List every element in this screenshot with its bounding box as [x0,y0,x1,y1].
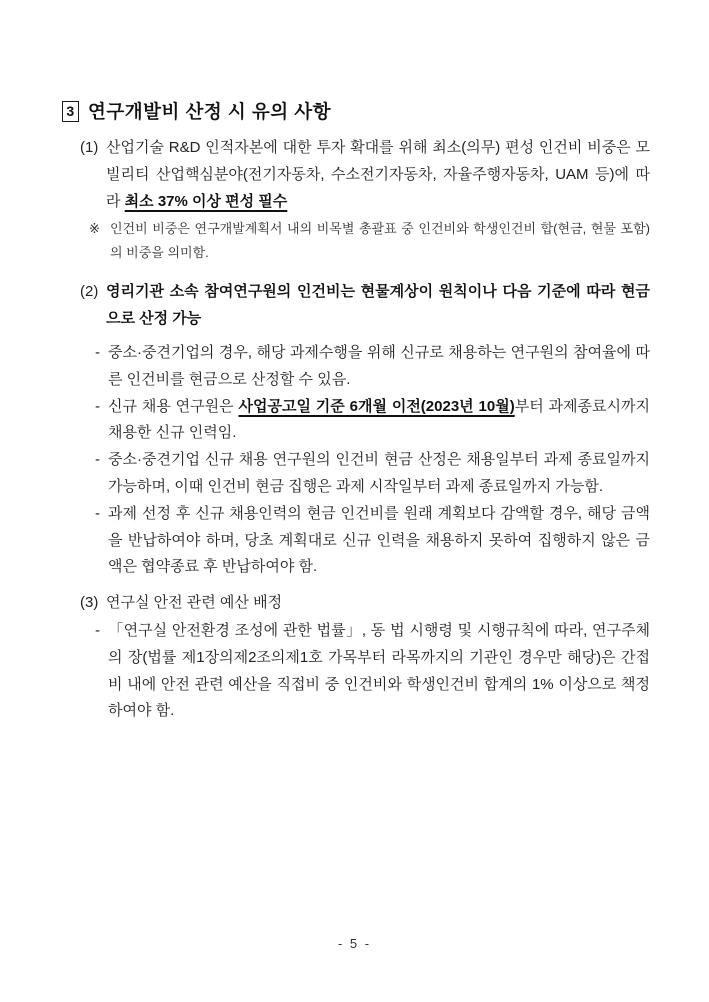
dash-bullet: - [95,397,100,415]
paragraph-3 [62,590,650,617]
paragraph-2 [62,279,650,333]
section-number-box: 3 [62,101,79,122]
list-item [62,447,650,501]
list-item-text-after: 부터 과제종료시까지 채용한 신규 인력임. [108,397,650,442]
reference-mark: ※ [89,221,100,237]
reference-note-text: 인건비 비중은 연구개발계획서 내의 비목별 총괄표 중 인건비와 학생인건비 합(현금, 현물 포함)의 비중을 의미함. [110,221,650,261]
paragraph-2-title: 영리기관 소속 참여연구원의 인건비는 현물계상이 원칙이나 다음 기준에 따라 현금으로 산정 가능 [106,283,650,328]
page-number: - 5 - [337,936,372,951]
list-item [62,394,650,448]
list-item-text: 중소·중견기업의 경우, 해당 과제수행을 위해 신규로 채용하는 연구원의 참여율에 따른 인건비를 현금으로 산정할 수 있음. [108,343,650,388]
paragraph-1-body: 산업기술 R&D 인적자본에 대한 투자 확대를 위해 최소(의무) 편성 인건비 비중은 모빌리티 산업핵심분야(전기자동차, 수소전기자동차, 자율주행자동차, UAM 등)에 따라 [106,139,650,210]
dash-bullet: - [95,343,100,361]
dash-bullet: - [95,451,100,469]
document-body [62,98,650,725]
reference-note [62,217,650,265]
paragraph-1-label: (1) [80,139,99,156]
list-item-text: 과제 선정 후 신규 채용인력의 현금 인건비를 원래 계획보다 감액할 경우, 해당 금액을 반납하여야 하며, 당초 계획대로 신규 인력을 채용하지 못하여 집행하지 않은 금액은 협약종료 후 반납하여야 함. [108,504,650,576]
page-title-text: 연구개발비 산정 시 유의 사항 [88,101,332,122]
emphasis-min-37-percent: 최소 37% 이상 편성 필수 [124,192,288,210]
list-item [62,340,650,394]
list-item-text-before: 신규 채용 연구원은 [108,397,239,415]
emphasis-announcement-date: 사업공고일 기준 6개월 이전(2023년 10월) [238,397,515,415]
list-item-text: 「연구실 안전환경 조성에 관한 법률」, 동 법 시행령 및 시행규칙에 따라, 연구주체의 장(법률 제1장의제2조의제1호 가목부터 라목까지의 기관인 경우만 해당)은 간접비 내에 안전 관련 예산을 직접비 중 인건비와 학생인건비 합계의 1% 이상으로 책정하여야 함. [108,621,650,720]
paragraph-3-label: (3) [80,594,99,612]
list-item-text: 중소·중견기업 신규 채용 연구원의 인건비 현금 산정은 채용일부터 과제 종료일까지 가능하며, 이때 인건비 현금 집행은 과제 시작일부터 과제 종료일까지 가능함. [108,451,650,495]
dash-bullet: - [95,621,100,639]
paragraph-3-title: 연구실 안전 관련 예산 배정 [106,594,283,612]
paragraph-1-text [106,135,650,215]
list-item [62,501,650,581]
paragraph-2-label: (2) [80,283,99,301]
list-item-text [108,394,650,448]
page-title [62,98,650,124]
paragraph-1 [62,135,650,215]
list-item [62,618,650,725]
dash-bullet: - [95,504,100,522]
